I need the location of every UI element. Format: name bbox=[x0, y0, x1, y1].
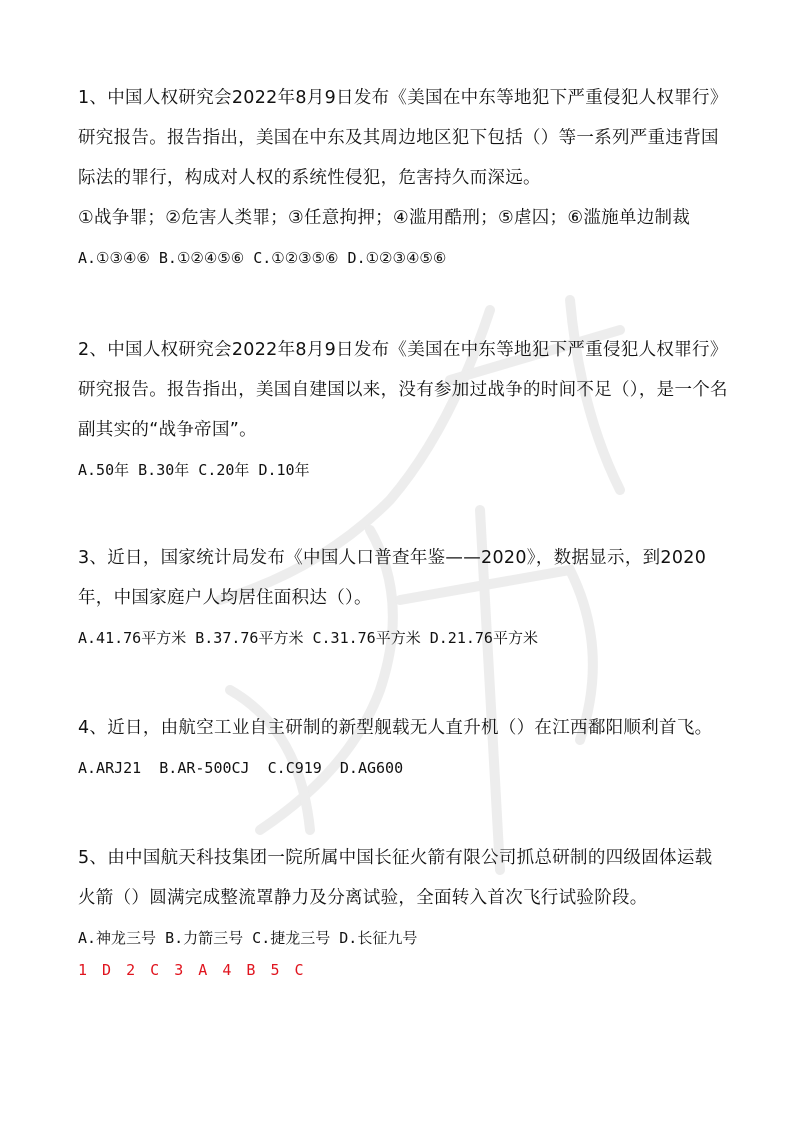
document-body bbox=[78, 78, 728, 990]
question-2 bbox=[78, 330, 728, 538]
question-4-stem: 4、近日，由航空工业自主研制的新型舰载无人直升机（）在江西鄱阳顺利首飞。 bbox=[78, 718, 713, 738]
question-1 bbox=[78, 78, 728, 330]
question-3 bbox=[78, 538, 728, 708]
question-5-options: A.神龙三号 B.力箭三号 C.捷龙三号 D.长征九号 bbox=[78, 929, 418, 947]
answer-key: 1 D 2 C 3 A 4 B 5 C bbox=[78, 961, 307, 979]
question-5 bbox=[78, 838, 728, 950]
question-5-stem: 5、由中国航天科技集团一院所属中国长征火箭有限公司抓总研制的四级固体运载火箭（）圆满完成整流罩静力及分离试验，全面转入首次飞行试验阶段。 bbox=[78, 848, 713, 908]
question-3-options: A.41.76平方米 B.37.76平方米 C.31.76平方米 D.21.76平方米 bbox=[78, 629, 538, 647]
question-2-stem: 2、中国人权研究会2022年8月9日发布《美国在中东等地犯下严重侵犯人权罪行》研究报告。报告指出，美国自建国以来，没有参加过战争的时间不足（），是一个名副其实的“战争帝国”。 bbox=[78, 340, 728, 440]
question-1-stem: 1、中国人权研究会2022年8月9日发布《美国在中东等地犯下严重侵犯人权罪行》研究报告。报告指出，美国在中东及其周边地区犯下包括（）等一系列严重违背国际法的罪行，构成对人权的系统性侵犯，危害持久而深远。 bbox=[78, 88, 728, 188]
question-3-stem: 3、近日，国家统计局发布《中国人口普查年鉴——2020》，数据显示，到2020年，中国家庭户人均居住面积达（）。 bbox=[78, 548, 707, 608]
question-1-items: ①战争罪；②危害人类罪；③任意拘押；④滥用酷刑；⑤虐囚；⑥滥施单边制裁 bbox=[78, 208, 691, 228]
question-4-options: A.ARJ21 B.AR-500CJ C.C919 D.AG600 bbox=[78, 759, 404, 777]
question-2-options: A.50年 B.30年 C.20年 D.10年 bbox=[78, 461, 310, 479]
question-1-options: A.①③④⑥ B.①②④⑤⑥ C.①②③⑤⑥ D.①②③④⑤⑥ bbox=[78, 249, 447, 267]
question-4 bbox=[78, 708, 728, 838]
